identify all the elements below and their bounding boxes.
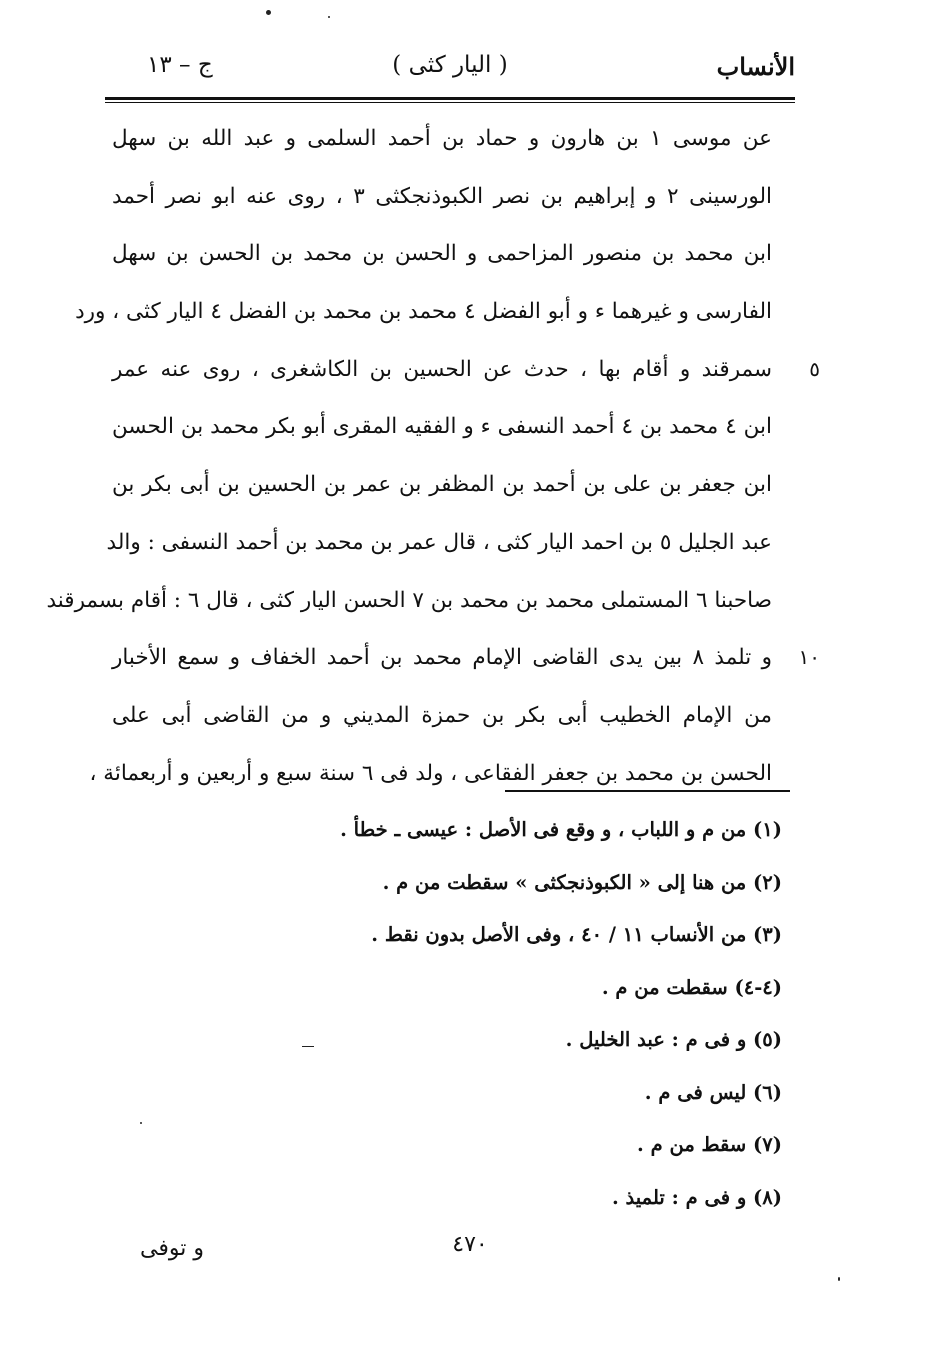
text-line-content: صاحبنا ٦ المستملى محمد بن محمد بن ٧ الحسن اليار كثى ، قال ٦ : أقام بسمرقند [46,587,772,613]
text-line [75,283,772,341]
text-line [112,629,820,687]
scan-speck [302,1046,314,1047]
text-line-content: الفارسى و غيرهما ء و أبو الفضل ٤ محمد بن محمد بن الفضل ٤ اليار كثى ، ورد [75,299,772,325]
text-line-content: من الإمام الخطيب أبى بكر بن حمزة المديني و من القاضى أبى على [112,702,772,728]
volume-number: ج – ١٣ [147,52,213,78]
text-line-content: الورسينى ٢ و إبراهيم بن نصر الكبوذنجكثى ٣ ، روى عنه ابو نصر أحمد [112,183,772,209]
page-number: ٤٧٠ [452,1232,488,1257]
text-line-content: الحسن بن محمد بن جعفر الفقاعى ، ولد فى ٦ سنة سبع و أربعين و أربعمائة ، [89,760,772,786]
text-line [106,514,772,572]
footnote-7: (٧) سقط من م . [637,1133,782,1156]
footnote-4: (٤-٤) سقطت من م . [601,975,782,999]
footnote-3: (٣) من الأنساب ١١ / ٤٠ ، وفى الأصل بدون نقط . [371,923,782,946]
text-line-content: ابن محمد بن منصور المزاحمى و الحسن بن محمد بن الحسن بن سهل [112,241,772,267]
text-line [112,687,772,745]
catchword: و توفى [140,1236,204,1261]
scan-speck [328,16,330,18]
scan-speck [838,1277,840,1281]
text-line-content: و تلمذ ٨ بين يدى القاضى الإمام محمد بن أحمد الخفاف و سمع الأخبار [112,645,772,671]
book-title: الأنساب [716,52,795,81]
footnote-2: (٢) من هنا إلى « الكبوذنجكثى » سقطت من م . [382,870,782,894]
text-line [112,341,820,399]
text-line [89,745,772,803]
footnote-1: (١) من م و اللباب ، و وقع فى الأصل : عيسى ـ خطأ . [340,818,782,841]
text-line-content: سمرقند و أقام بها ، حدث عن الحسين بن الكاشغرى ، روى عنه عمر [112,356,772,382]
text-line-content: عبد الجليل ٥ بن احمد اليار كثى ، قال عمر بن محمد بن أحمد النسفى : والد [106,529,772,555]
main-text [46,110,820,802]
header-rule-thick [105,97,795,100]
scan-speck [140,1122,142,1124]
page-footer [140,1232,800,1272]
footnotes [200,808,782,1228]
text-line [46,572,772,630]
footnote-6: (٦) ليس فى م . [644,1080,782,1104]
header-rule-thin [105,102,795,103]
text-line [112,398,772,456]
footnote-5: (٥) و فى م : عبد الخليل . [565,1028,782,1051]
text-line [112,110,772,168]
scan-speck [266,10,271,15]
text-line-content: عن موسى ١ بن هارون و حماد بن أحمد السلمى و عبد الله بن سهل [112,126,772,151]
footnote-separator [505,790,790,792]
text-line [112,225,772,283]
text-line [112,456,772,514]
entry-title: ( اليار كثى ) [392,52,508,78]
line-number-10: ١٠ [798,645,820,670]
text-line-content: ابن ٤ محمد بن ٤ أحمد النسفى ء و الفقيه المقرى أبو بكر محمد بن الحسن [112,414,772,440]
text-line [112,168,772,226]
text-line-content: ابن جعفر بن على بن أحمد بن المظفر بن عمر بن الحسين بن أبى بكر بن [112,472,772,498]
running-header [105,52,795,92]
line-number-5: ٥ [809,356,820,381]
footnote-8: (٨) و فى م : تلميذ . [611,1185,782,1209]
